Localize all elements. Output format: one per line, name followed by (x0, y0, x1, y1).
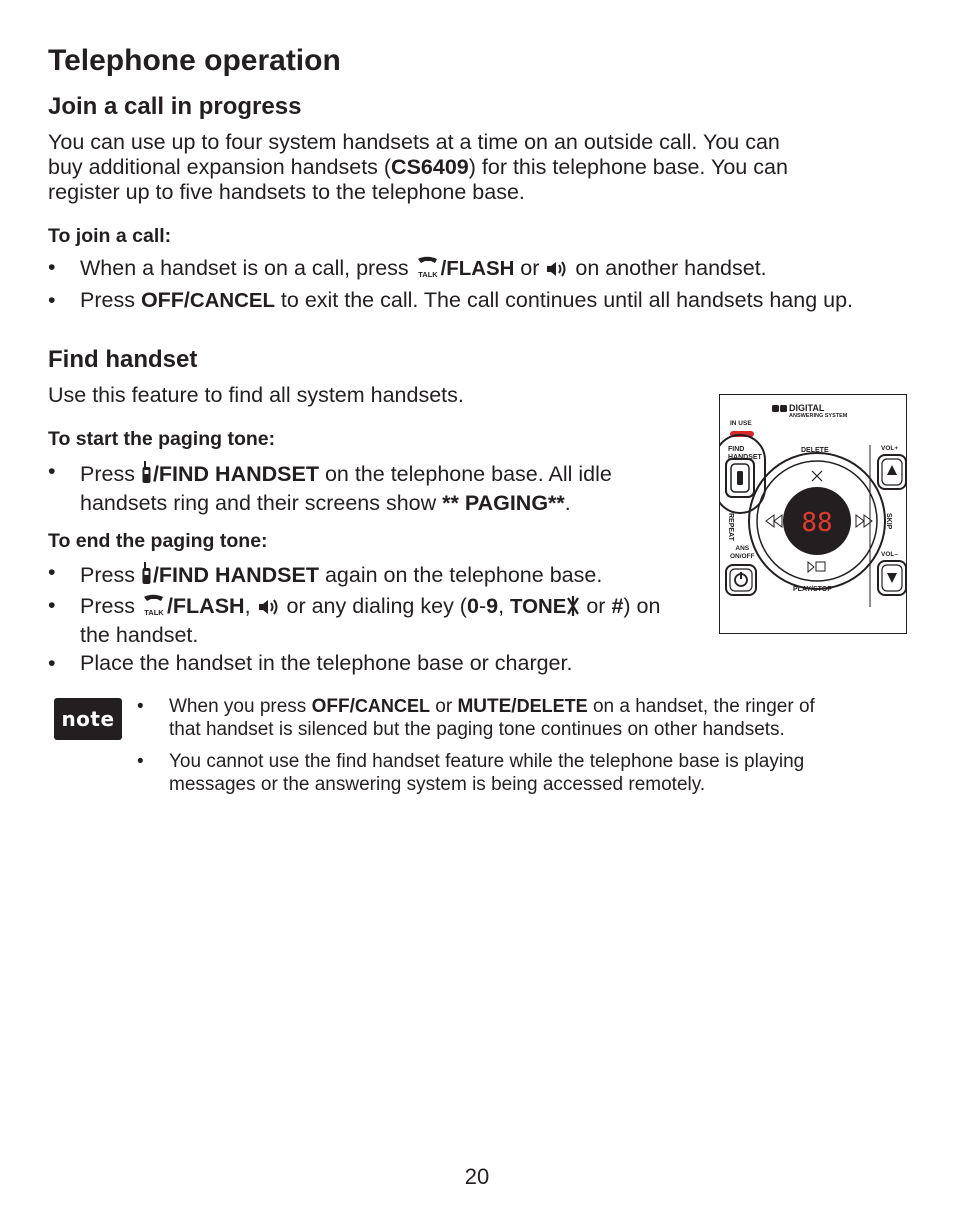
svg-text:88: 88 (801, 508, 833, 538)
find-handset-label: FIND HANDSET (728, 446, 762, 461)
ans-on-off-label: ANS ON/OFF (730, 545, 755, 560)
start-paging-subheading: To start the paging tone: (48, 428, 276, 450)
join-subheading: To join a call: (48, 225, 172, 247)
tone-star-icon (566, 595, 580, 623)
speaker-icon (545, 259, 569, 285)
note-badge: note (54, 698, 122, 740)
page-number: 20 (464, 1164, 490, 1189)
speaker-icon (257, 597, 281, 623)
skip-label: SKIP (885, 513, 892, 530)
telephone-base-illustration (719, 394, 907, 634)
vol-down-label: VOL– (881, 551, 898, 558)
end-paging-subheading: To end the paging tone: (48, 530, 268, 552)
join-intro: You can use up to four system handsets at a time on an outside call. You can buy additional expansion handsets (CS6409) for this telephone base. You can register up to five handsets to the telephone base. (48, 130, 788, 204)
delete-label: DELETE (801, 447, 829, 454)
talk-icon (141, 593, 167, 623)
play-stop-label: PLAY/STOP (793, 586, 832, 593)
page-title: Telephone operation (48, 44, 341, 77)
handset-icon (141, 459, 153, 491)
svg-text:TALK: TALK (417, 270, 438, 279)
section-heading-join: Join a call in progress (48, 93, 302, 120)
find-intro: Use this feature to find all system handsets. (48, 383, 464, 407)
handset-icon (141, 560, 153, 592)
svg-text:TALK: TALK (144, 608, 164, 617)
brand-subtitle: ANSWERING SYSTEM (789, 413, 848, 419)
brand-logo: DIGITAL (789, 403, 825, 413)
in-use-label: IN USE (730, 420, 752, 427)
talk-icon (415, 255, 441, 285)
repeat-label: REPEAT (727, 513, 734, 541)
vol-up-label: VOL+ (881, 445, 899, 452)
section-heading-find: Find handset (48, 346, 198, 373)
